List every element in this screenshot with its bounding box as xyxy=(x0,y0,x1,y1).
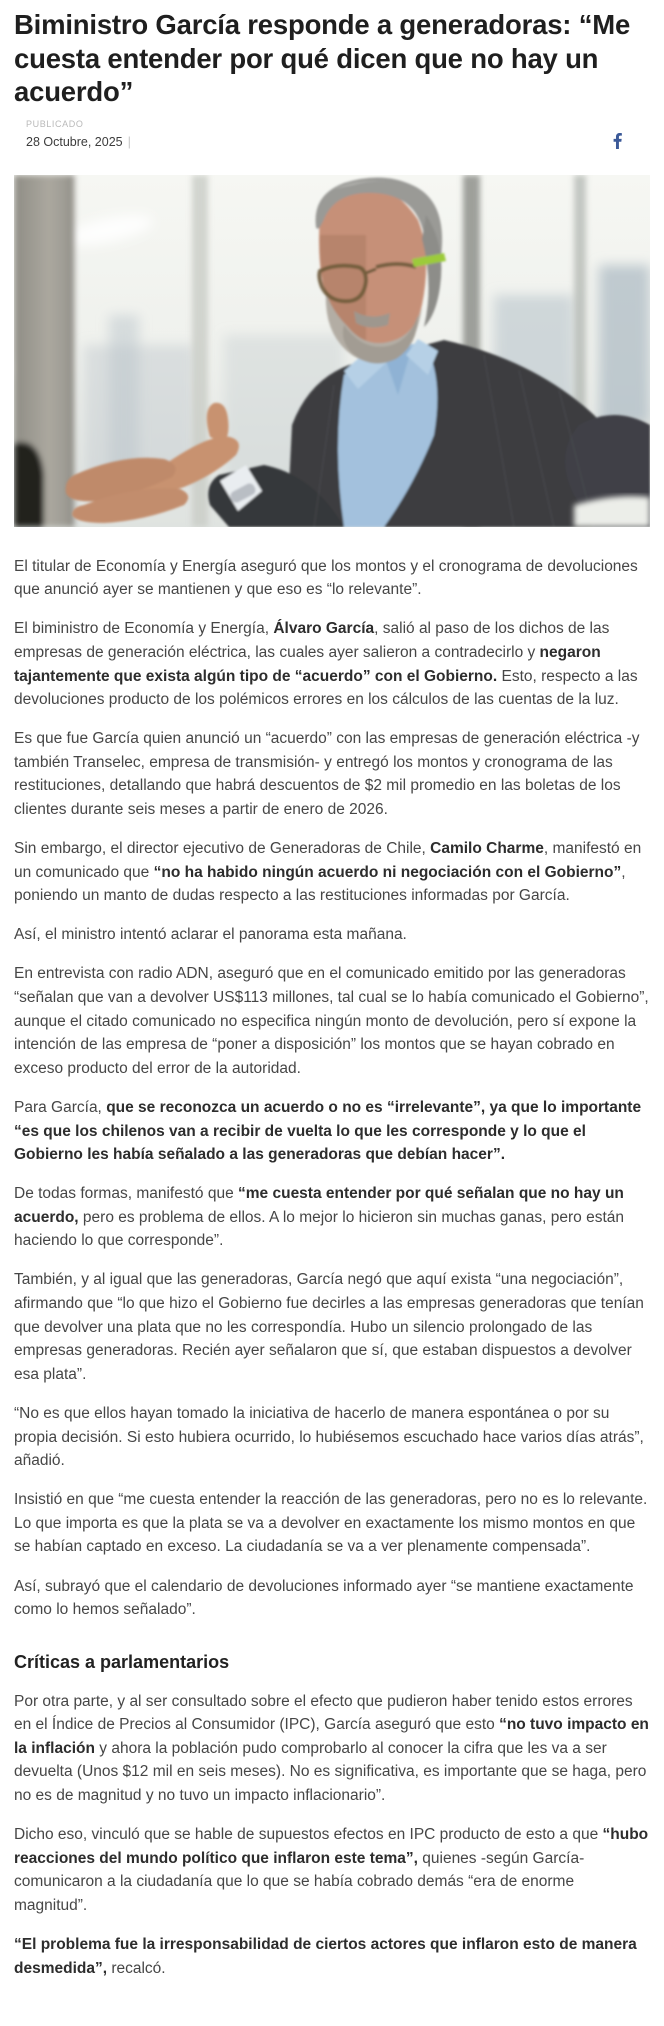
article-paragraph: Sin embargo, el director ejecutivo de Generadoras de Chile, Camilo Charme, manifestó en un comunicado que “no ha habido ningún acuerdo ni negociación con el Gobierno”, poniendo un manto de dudas respecto a las restituciones informadas por García. xyxy=(14,840,642,905)
meta-divider: | xyxy=(127,133,131,149)
article-body xyxy=(14,555,650,1981)
article-paragraph: Insistió en que “me cuesta entender la reacción de las generadoras, pero no es lo relevante. Lo que importa es que la plata se va a devolver en exactamente los mismo montos en que se habían captado en exceso. La ciudadanía se va a ver plenamente compensada”. xyxy=(14,1491,648,1556)
hero-photo-illustration xyxy=(14,175,650,527)
article-paragraph: Es que fue García quien anunció un “acuerdo” con las empresas de generación eléctrica -y también Transelec, empresa de transmisión- y entregó los montos y cronograma de las restituciones, detallando que habrá descuentos de $2 mil promedio en las boletas de los clientes durante seis meses a partir de enero de 2026. xyxy=(14,730,640,818)
facebook-icon xyxy=(613,133,622,149)
section-heading: Críticas a parlamentarios xyxy=(14,1651,230,1672)
article-paragraph: También, y al igual que las generadoras, García negó que aquí exista “una negociación”, afirmando que “lo que hizo el Gobierno fue decirles a las empresas generadoras que tenían que devolver una plata que no les correspondía. Hubo un silencio prolongado de las empresas generadoras. Recién ayer señalaron que sí, que estaban dispuestos a devolver esa plata”. xyxy=(14,1271,644,1383)
article-paragraph: “No es que ellos hayan tomado la iniciativa de hacerlo de manera espontánea o por su propia decisión. Si esto hubiera ocurrido, lo hubiésemos escuchado hace varios días atrás”, añadió. xyxy=(14,1404,644,1470)
article-hero-image xyxy=(14,175,650,527)
article-paragraph: “El problema fue la irresponsabilidad de ciertos actores que inflaron esto de manera desmedida”, recalcó. xyxy=(14,1936,637,1977)
article-paragraph: El biministro de Economía y Energía, Álvaro García, salió al paso de los dichos de las empresas de generación eléctrica, las cuales ayer salieron a contradecirlo y negaron tajantemente que exista algún tipo de “acuerdo” con el Gobierno. Esto, respecto a las devoluciones producto de los polémicos errores en los cálculos de las cuentas de la luz. xyxy=(14,620,638,709)
published-label: PUBLICADO xyxy=(26,118,84,129)
article-paragraph: Para García, que se reconozca un acuerdo o no es “irrelevante”, ya que lo importante “es que los chilenos van a recibir de vuelta lo que les corresponde y lo que el Gobierno les había señalado a las generadoras que debían hacer”. xyxy=(14,1098,642,1164)
published-block xyxy=(26,119,131,151)
article-paragraph: Así, subrayó que el calendario de devoluciones informado ayer “se mantiene exactamente como lo hemos señalado”. xyxy=(14,1577,634,1619)
article-paragraph: Dicho eso, vinculó que se hable de supuestos efectos en IPC producto de esto a que “hubo reacciones del mundo político que inflaron este tema”, quienes -según García- comunicaron a la ciudadanía que lo que se había cobrado demás “era de enorme magnitud”. xyxy=(14,1826,649,1914)
article-paragraph: Por otra parte, y al ser consultado sobre el efecto que pudieron haber tenido estos errores en el Índice de Precios al Consumidor (IPC), García aseguró que esto “no tuvo impacto en la inflación y ahora la población pudo comprobarlo al conocer la cifra que les va a ser devuelta (Unos $12 mil en seis meses). No es significativa, es importante que se haga, pero no es de magnitud y no tuvo un impacto inflacionario”. xyxy=(14,1692,649,1805)
facebook-share-button[interactable] xyxy=(607,131,628,151)
article-paragraph: Así, el ministro intentó aclarar el panorama esta mañana. xyxy=(14,926,407,944)
article-paragraph: En entrevista con radio ADN, aseguró que en el comunicado emitido por las generadoras “señalan que van a devolver US$113 millones, tal cual se lo había comunicado el Gobierno”, aunque el citado comunicado no especifica ningún monto de devolución, pero sí expone la intención de las empresa de “poner a disposición” los montos que se hayan cobrado en exceso producto del error de la autoridad. xyxy=(14,965,649,1077)
published-date: 28 Octubre, 2025 xyxy=(26,134,123,149)
article-paragraph: De todas formas, manifestó que “me cuesta entender por qué señalan que no hay un acuerdo, pero es problema de ellos. A lo mejor lo hicieron sin muchas ganas, pero están haciendo lo que corresponde”. xyxy=(14,1185,625,1250)
article-meta xyxy=(14,119,650,151)
article-paragraph: El titular de Economía y Energía aseguró que los montos y el cronograma de devoluciones que anunció ayer se mantienen y que eso es “lo relevante”. xyxy=(14,557,638,599)
article-headline: Biministro García responde a generadoras: “Me cuesta entender por qué dicen que no hay un acuerdo” xyxy=(14,9,631,108)
